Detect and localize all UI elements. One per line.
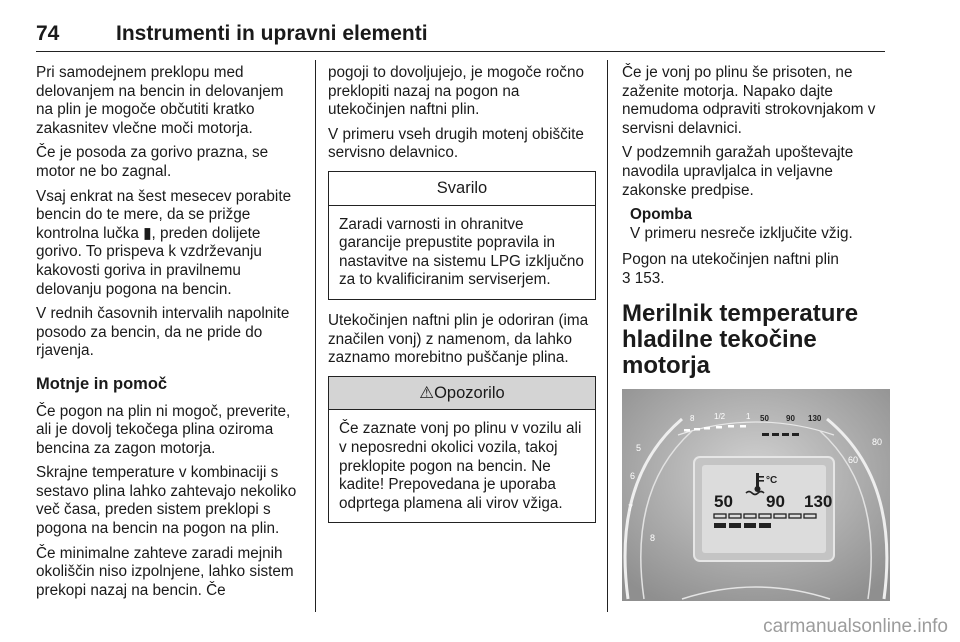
tach-label: 6 [630, 470, 636, 481]
paragraph: Če je vonj po plinu še prisoten, ne zaženite motorja. Napako dajte nemudoma odpraviti strokovnjakom v servisni delavnici. [622, 64, 876, 137]
page-header [36, 22, 885, 52]
paragraph: Če je posoda za gorivo prazna, se motor ne bo zagnal. [36, 144, 269, 180]
column-divider [607, 60, 608, 612]
paragraph: V rednih časovnih intervalih napolnite posodo za bencin, da ne pride do rjavenja. [36, 305, 290, 360]
paragraph: Če pogon na plin ni mogoč, preverite, ali je dovolj tekočega plina oziroma bencina za zagon motorja. [36, 402, 291, 457]
instrument-cluster-illustration [622, 389, 890, 601]
paragraph: Če minimalne zahteve zaradi mejnih okoliščin niso izpolnjene, lahko sistem prekopi nazaj na bencin. Če [36, 544, 294, 599]
lcd-scale-label: 130 [804, 491, 833, 511]
column-middle [328, 64, 596, 535]
gauge-top-label: 8 [690, 413, 695, 423]
reference-text: Pogon na utekočinjen naftni plin [622, 251, 839, 269]
page-reference: 3 153. [622, 269, 665, 287]
caution-text: Zaradi varnosti in ohranitve garancije prepustite popravila in nastavitve na sistemu LPG izključno za to kvalificiranim serviserjem. [339, 215, 584, 289]
lcd-scale-label: 50 [714, 491, 733, 511]
section-heading: Motnje in pomoč [36, 374, 168, 393]
cross-reference [622, 251, 890, 288]
tach-label: 80 [872, 436, 883, 447]
note-text: V primeru nesreče izključite vžig. [630, 224, 853, 242]
caution-title: Svarilo [329, 172, 595, 206]
warning-triangle-icon: ⚠ [419, 383, 435, 402]
tach-label: 8 [650, 532, 656, 543]
column-left [36, 64, 304, 606]
chapter-title: Instrumenti in upravni elementi [116, 22, 428, 45]
tach-label: 5 [636, 442, 642, 453]
gauge-top-label: 130 [808, 413, 822, 423]
warning-box [328, 376, 596, 524]
paragraph: Utekočinjen naftni plin je odoriran (ima značilen vonj) z namenom, da lahko zaznamo morebitno puščanje plina. [328, 311, 589, 367]
paragraph: Vsaj enkrat na šest mesecev porabite bencin do te mere, da se prižge kontrolna lučka ▮, preden dolijete gorivo. To prispeva k vzdrževanju kakovosti goriva in pravilnemu delovanju pogona na bencin. [36, 187, 292, 298]
gauge-top-label: 1/2 [714, 411, 726, 421]
tach-label: 7 [628, 502, 634, 513]
page-number: 74 [36, 22, 60, 45]
column-right [622, 64, 890, 601]
paragraph: Pri samodejnem preklopu med delovanjem na bencin in delovanjem na plin je mogoče občutiti kratko zakasnitev vlečne moči motorja. [36, 64, 284, 137]
paragraph: V primeru vseh drugih motenj obiščite servisno delavnico. [328, 125, 584, 162]
paragraph: V podzemnih garažah upoštevajte navodila upravljalca in veljavne zakonske predpise. [622, 144, 854, 199]
unit-label: °C [766, 474, 778, 486]
watermark: carmanualsonline.info [763, 616, 948, 637]
gauge-top-label: 90 [786, 413, 795, 423]
warning-title-bar [329, 377, 595, 411]
section-heading: Merilnik temperature hladilne tekočine motorja [622, 299, 859, 379]
gauge-top-label: 1 [746, 411, 751, 421]
coolant-gauge-image [622, 389, 890, 601]
lcd-scale-label: 90 [766, 491, 785, 511]
tach-label: 60 [848, 454, 859, 465]
caution-box [328, 171, 596, 300]
warning-text: Če zaznate vonj po plinu v vozilu ali v neposredni okolici vozila, takoj preklopite pogon na bencin. Ne kadite! Prepovedana je uporaba odprtega plamena ali virov vžiga. [339, 420, 582, 512]
column-divider [315, 60, 316, 612]
note-block [622, 206, 890, 243]
paragraph: Skrajne temperature v kombinaciji s sestavo plina lahko zahtevajo nekoliko več časa, preden sistem preklopi s pogona na bencin na pogon na plin. [36, 464, 297, 538]
paragraph: pogoji to dovoljujejo, je mogoče ročno preklopiti nazaj na pogon na utekočinjen naftni plin. [328, 64, 584, 119]
warning-title: Opozorilo [434, 383, 505, 402]
note-title: Opomba [630, 206, 693, 224]
gauge-top-label: 50 [760, 413, 769, 423]
